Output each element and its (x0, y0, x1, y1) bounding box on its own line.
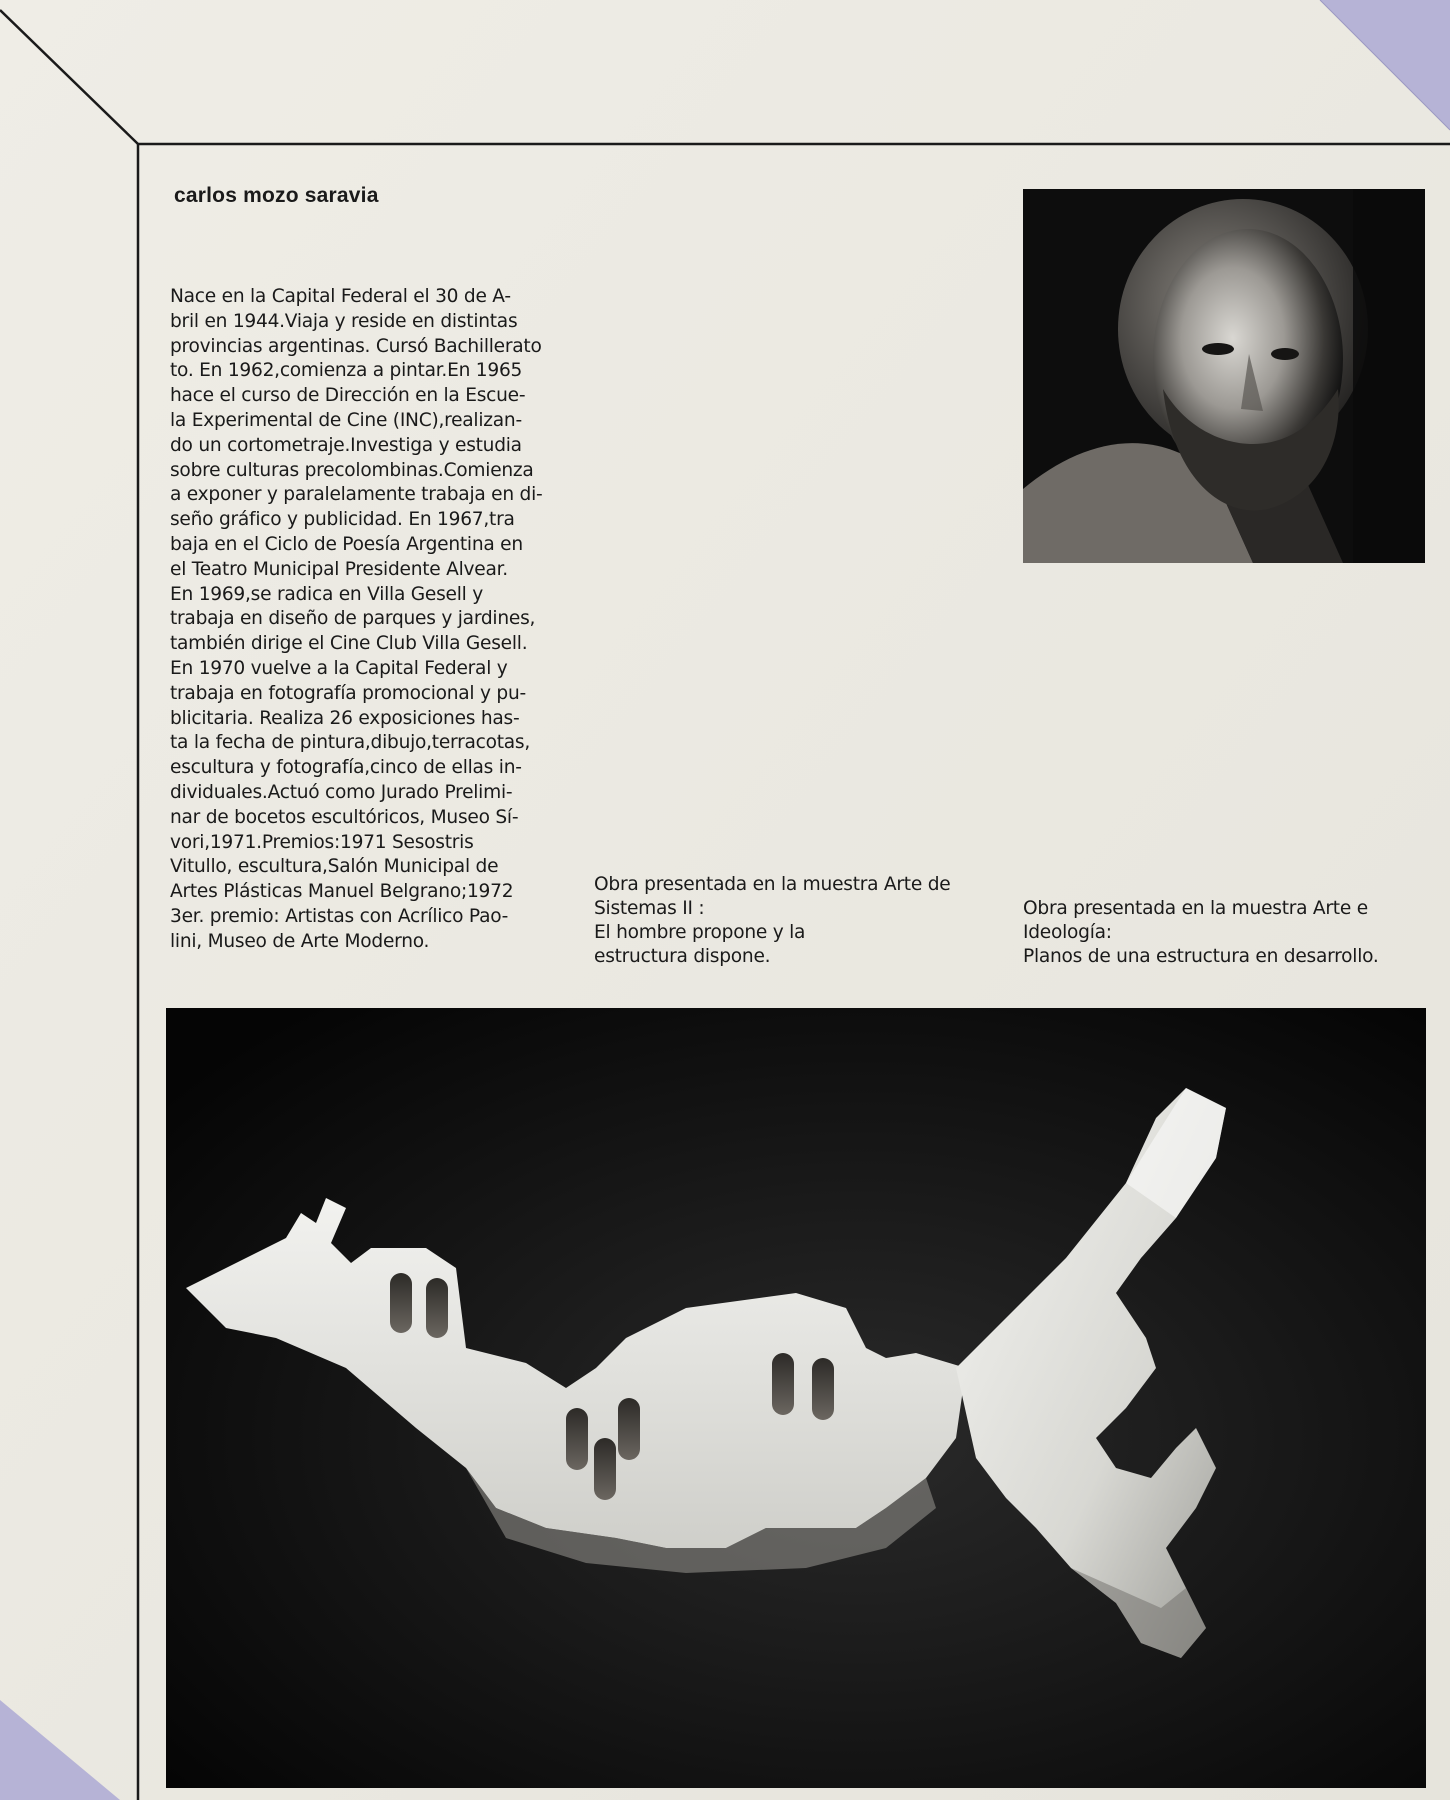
bio-line: la Experimental de Cine (INC),realizan- (170, 409, 522, 431)
sculpture-slot (426, 1278, 448, 1338)
bio-line: también dirige el Cine Club Villa Gesell. (170, 633, 528, 655)
caption-line: Ideología: (1023, 922, 1112, 943)
caption-line: estructura dispone. (594, 946, 771, 967)
bio-line: Nace en la Capital Federal el 30 de A- (170, 286, 511, 307)
bio-line: En 1970 vuelve a la Capital Federal y (170, 657, 508, 679)
bio-line: to. En 1962,comienza a pintar.En 1965 (170, 360, 523, 382)
bio-line: nar de bocetos escultóricos, Museo Sí- (170, 806, 519, 828)
caption-ideologia (1023, 897, 1379, 969)
sculpture-slot (566, 1408, 588, 1470)
bio-line: Artes Plásticas Manuel Belgrano;1972 (170, 881, 514, 903)
caption-line: Obra presentada en la muestra Arte de (594, 874, 951, 895)
bio-line: baja en el Ciclo de Poesía Argentina en (170, 533, 523, 555)
caption-line: El hombre propone y la (594, 922, 806, 943)
sculpture-slot (390, 1273, 412, 1333)
bio-line: bril en 1944.Viaja y reside en distintas (170, 310, 518, 332)
bio-line: sobre culturas precolombinas.Comienza (170, 459, 534, 481)
caption-line: Sistemas II : (594, 898, 705, 919)
caption-line: Obra presentada en la muestra Arte e (1023, 898, 1368, 919)
sculpture-slot (812, 1358, 834, 1420)
sculpture-slot (594, 1438, 616, 1500)
biography-text (170, 285, 580, 955)
bio-line: dividuales.Actuó como Jurado Prelimi- (170, 781, 513, 803)
bio-line: 3er. premio: Artistas con Acrílico Pao- (170, 905, 509, 927)
sculpture-slot (618, 1398, 640, 1460)
artist-portrait-photo (1023, 189, 1425, 563)
caption-line: Planos de una estructura en desarrollo. (1023, 946, 1379, 967)
bio-line: Vitullo, escultura,Salón Municipal de (170, 856, 499, 878)
bio-line: blicitaria. Realiza 26 exposiciones has- (170, 707, 520, 729)
bio-line: hace el curso de Dirección en la Escue- (170, 385, 526, 407)
bio-line: trabaja en diseño de parques y jardines, (170, 608, 536, 630)
bio-line: do un cortometraje.Investiga y estudia (170, 434, 522, 456)
artist-name-heading: carlos mozo saravia (174, 184, 379, 207)
bio-line: En 1969,se radica en Villa Gesell y (170, 583, 483, 605)
bio-line: vori,1971.Premios:1971 Sesostris (170, 831, 474, 853)
sculpture-slot (772, 1353, 794, 1415)
sculpture-photo (166, 1008, 1426, 1788)
bio-line: trabaja en fotografía promocional y pu- (170, 682, 526, 704)
bio-line: escultura y fotografía,cinco de ellas in- (170, 757, 522, 779)
bio-line: seño gráfico y publicidad. En 1967,tra (170, 509, 515, 531)
bio-line: ta la fecha de pintura,dibujo,terracotas, (170, 732, 531, 754)
bio-line: lini, Museo de Arte Moderno. (170, 930, 430, 952)
caption-sistemas (594, 873, 950, 969)
bio-line: el Teatro Municipal Presidente Alvear. (170, 558, 508, 580)
bio-line: a exponer y paralelamente trabaja en di- (170, 484, 543, 506)
bio-line: provincias argentinas. Cursó Bachillerato (170, 335, 542, 357)
